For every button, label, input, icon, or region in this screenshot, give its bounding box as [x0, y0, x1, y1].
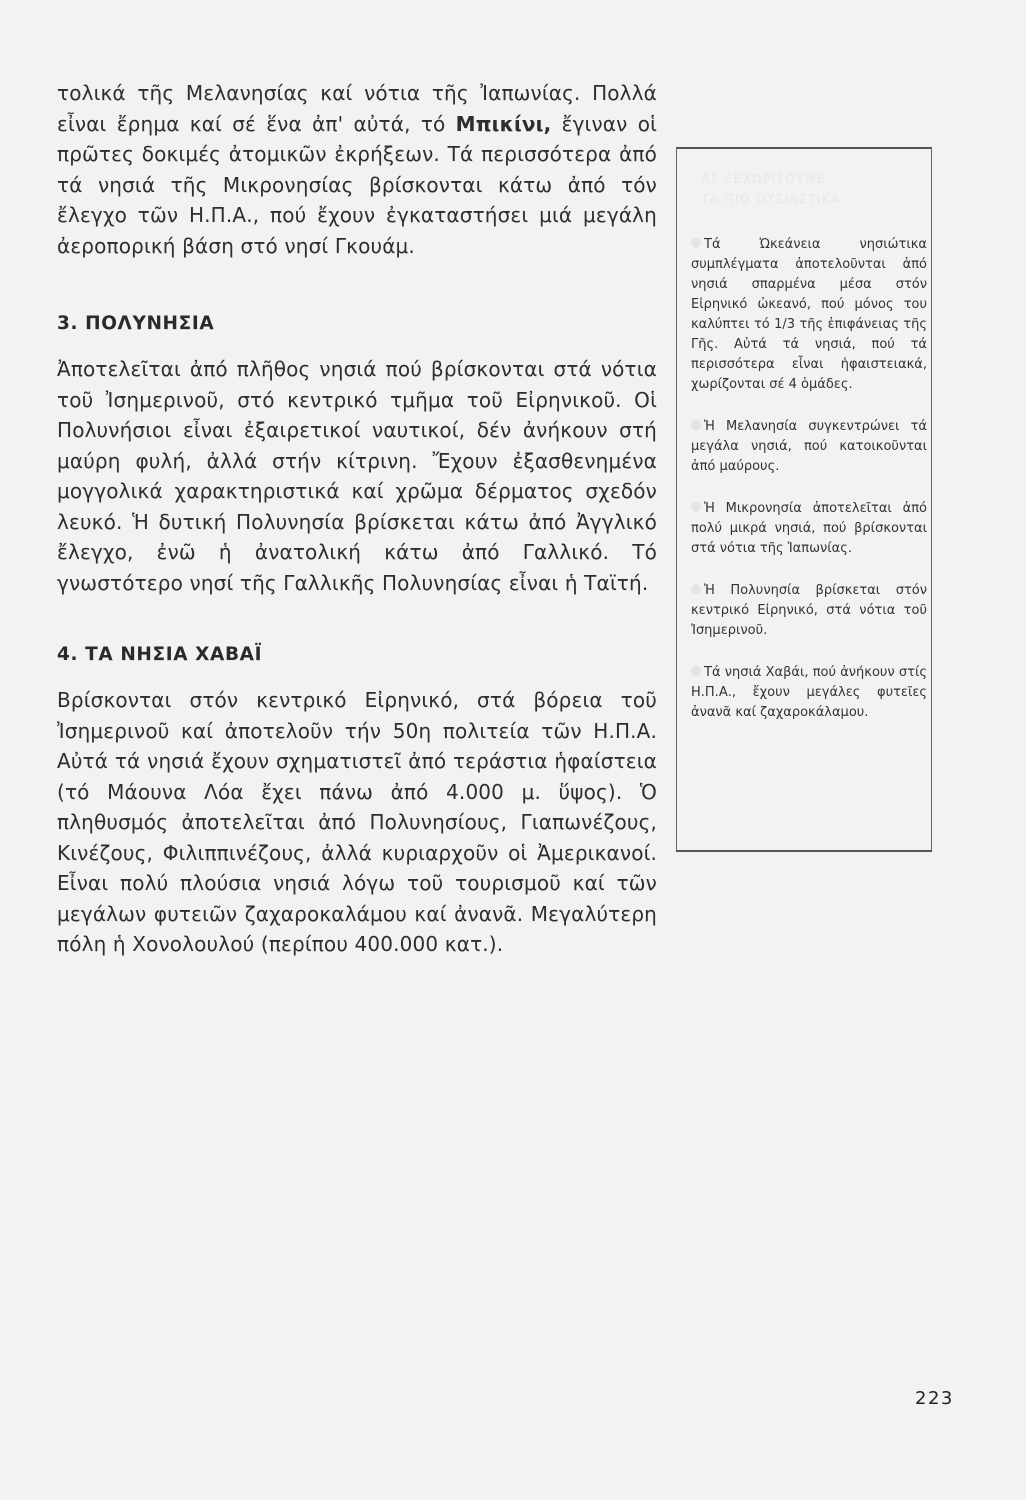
- summary-item: [691, 235, 927, 395]
- section-text-polynesia: Ἀποτελεῖται ἀπό πλῆθος νησιά πού βρίσκονται στά νότια τοῦ Ἰσημερινοῦ, στό κεντρικό τμῆμα τοῦ Εἰρηνικοῦ. Οἱ Πολυνήσιοι εἶναι ἐξαιρετικοί ναυτικοί, δέν ἀνήκουν στή μαύρη φυλή, ἀλλά στήν κίτρινη. Ἔχουν ἐξασθενημένα μογγολικά χαρακτηριστικά καί χρῶμα δέρματος σχεδόν λευκό. Ἡ δυτική Πολυνησία βρίσκεται κάτω ἀπό Ἀγγλικό ἔλεγχο, ἐνῶ ἡ ἀνατολική κάτω ἀπό Γαλλικό. Τό γνωστότερο νησί τῆς Γαλλικῆς Πολυνησίας εἶναι ἡ Ταϊτή.: [57, 357, 657, 595]
- summary-list: [691, 235, 927, 745]
- section-heading-polynesia: 3. ΠΟΛΥΝΗΣΙΑ: [57, 313, 215, 334]
- page-number: 223: [915, 1388, 954, 1409]
- summary-title-line-1: ΑΣ ΞΕΧΩΡΙΣΟΥΜΕ: [701, 172, 826, 186]
- intro-bold-term: Μπικίνι,: [455, 111, 552, 136]
- summary-item-text: Ἡ Μελανησία συγκεντρώνει τά μεγάλα νησιά, πού κατοικοῦνται ἀπό μαύρους.: [691, 419, 927, 474]
- summary-box-title: [677, 169, 933, 213]
- section-text-hawaii: Βρίσκονται στόν κεντρικό Εἰρηνικό, στά βόρεια τοῦ Ἰσημερινοῦ καί ἀποτελοῦν τήν 50η πολιτεία τῶν Η.Π.Α. Αὐτά τά νησιά ἔχουν σχηματιστεῖ ἀπό τεράστια ἡφαίστεια (τό Μάουνα Λόα ἔχει πάνω ἀπό 4.000 μ. ὕψος). Ὁ πληθυσμός ἀποτελεῖται ἀπό Πολυνησίους, Γιαπωνέζους, Κινέζους, Φιλιππινέζους, ἀλλά κυριαρχοῦν οἱ Ἀμερικανοί. Εἶναι πολύ πλούσια νησιά λόγω τοῦ τουρισμοῦ καί τῶν μεγάλων φυτειῶν ζαχαροκαλάμου καί ἀνανᾶ. Μεγαλύτερη πόλη ἡ Χονολουλού (περίπου 400.000 κατ.).: [57, 688, 657, 956]
- main-column: [57, 78, 657, 960]
- intro-paragraph: [57, 78, 657, 261]
- section-heading-hawaii: 4. ΤΑ ΝΗΣΙΑ ΧΑΒΑΪ: [57, 644, 263, 665]
- bullet-icon: [691, 420, 701, 430]
- summary-title-line-2: ΤΑ ΠΙΟ ΟΥΣΙΑΣΤΙΚΑ: [701, 192, 841, 206]
- summary-item: [691, 663, 927, 723]
- summary-item: [691, 417, 927, 477]
- summary-item-text: Τά Ὠκεάνεια νησιώτικα συμπλέγματα ἀποτελοῦνται ἀπό νησιά σπαρμένα μέσα στόν Εἰρηνικό ὠκεανό, πού μόνος του καλύπτει τό 1/3 τῆς ἐπιφάνειας τῆς Γῆς. Αὐτά τά νησιά, πού τά περισσότερα εἶναι ἡφαιστειακά, χωρίζονται σέ 4 ὁμάδες.: [691, 237, 927, 392]
- bullet-icon: [691, 666, 701, 676]
- summary-box: [676, 147, 932, 852]
- summary-item-text: Τά νησιά Χαβάι, πού ἀνήκουν στίς Η.Π.Α., ἔχουν μεγάλες φυτεῖες ἀνανᾶ καί ζαχαροκάλαμου.: [691, 665, 927, 720]
- intro-lead: τολικά τῆς Μελανησίας καί νότια τῆς Ἰαπωνίας. Πολλά εἶναι ἔρημα καί σέ ἕνα ἀπ' αὐτά, τό: [57, 81, 657, 136]
- summary-item-text: Ἡ Μικρονησία ἀποτελεῖται ἀπό πολύ μικρά νησιά, πού βρίσκονται στά νότια τῆς Ἰαπωνίας.: [691, 501, 927, 556]
- bullet-icon: [691, 584, 701, 594]
- intro-tail: ἔγιναν οἱ πρῶτες δοκιμές ἀτομικῶν ἐκρήξεων. Τά περισσότερα ἀπό τά νησιά τῆς Μικρονησίας βρίσκονται κάτω ἀπό τόν ἔλεγχο τῶν Η.Π.Α., πού ἔχουν ἐγκαταστήσει μιά μεγάλη ἀεροπορική βάση στό νησί Γκουάμ.: [57, 111, 657, 258]
- bullet-icon: [691, 502, 701, 512]
- summary-item: [691, 499, 927, 559]
- bullet-icon: [691, 238, 701, 248]
- summary-item-text: Ἡ Πολυνησία βρίσκεται στόν κεντρικό Εἰρηνικό, στά νότια τοῦ Ἰσημερινοῦ.: [691, 583, 927, 638]
- summary-item: [691, 581, 927, 641]
